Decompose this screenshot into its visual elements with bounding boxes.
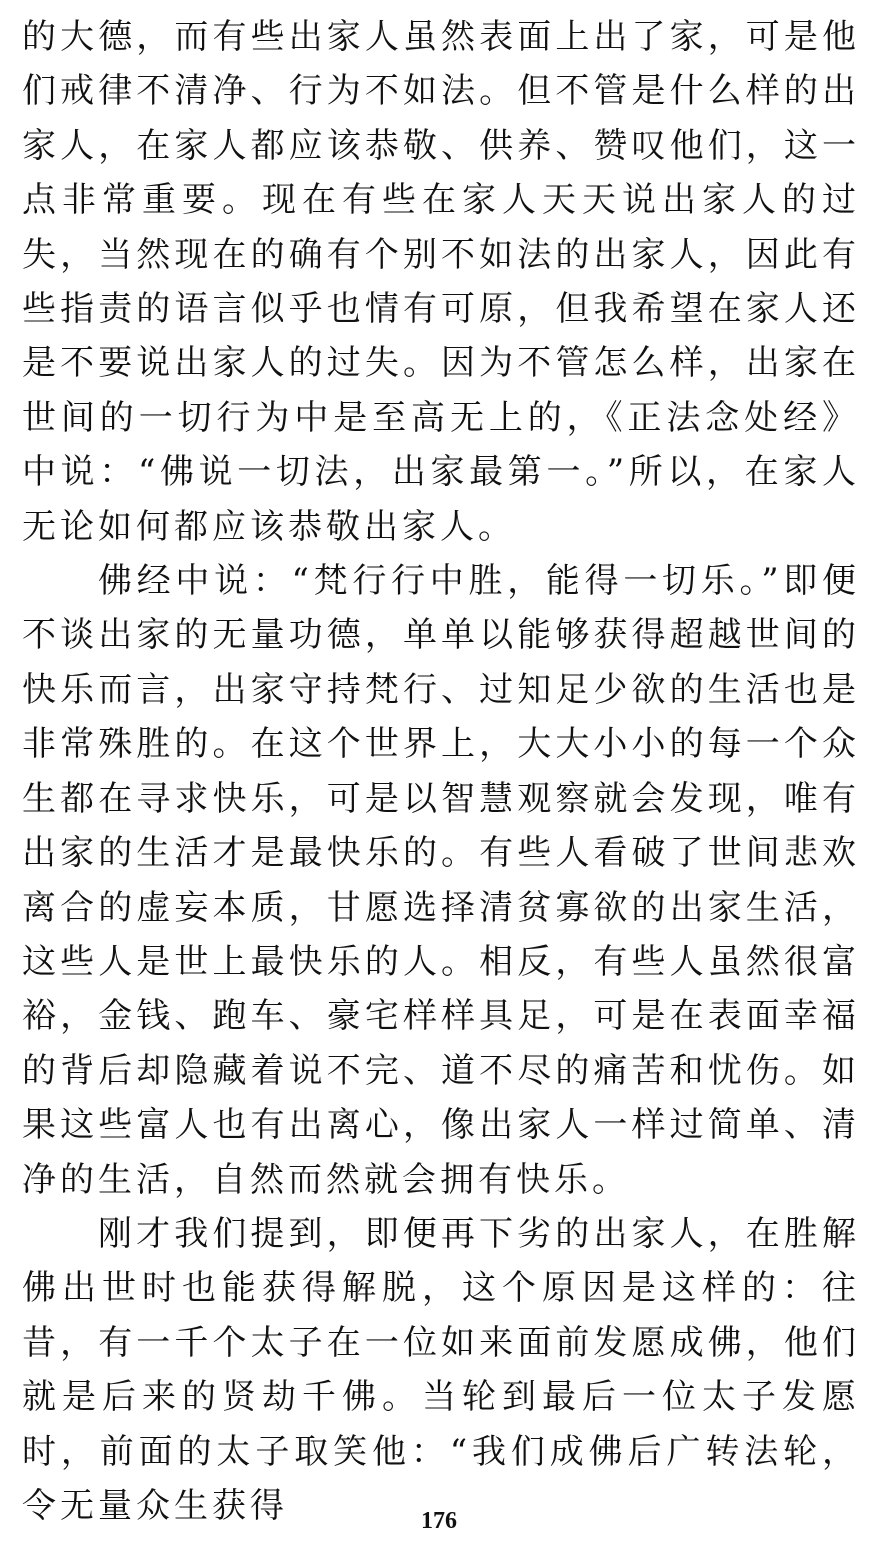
paragraph-1: 的大德，而有些出家人虽然表面上出了家，可是他们戒律不清净、行为不如法。但不管是什么样的出家人，在家人都应该恭敬、供养、赞叹他们，这一点非常重要。现在有些在家人天天说出家人的过失，当然现在的确有个别不如法的出家人，因此有些指责的语言似乎也情有可原，但我希望在家人还是不要说出家人的过失。因为不管怎么样，出家在世间的一切行为中是至高无上的，《正法念处经》中说：“佛说一切法，出家最第一。”所以，在家人无论如何都应该恭敬出家人。 [22,17,860,547]
page-number: 176 [421,1508,457,1534]
document-page [22,10,860,1533]
paragraph-3: 刚才我们提到，即便再下劣的出家人，在胜解佛出世时也能获得解脱，这个原因是这样的：往昔，有一千个太子在一位如来面前发愿成佛，他们就是后来的贤劫千佛。当轮到最后一位太子发愿时，前面的太子取笑他：“我们成佛后广转法轮，令无量众生获得 [22,1213,860,1526]
paragraph-2: 佛经中说：“梵行行中胜，能得一切乐。”即便不谈出家的无量功德，单单以能够获得超越世间的快乐而言，出家守持梵行、过知足少欲的生活也是非常殊胜的。在这个世界上，大大小小的每一个众生都在寻求快乐，可是以智慧观察就会发现，唯有出家的生活才是最快乐的。有些人看破了世间悲欢离合的虚妄本质，甘愿选择清贫寡欲的出家生活，这些人是世上最快乐的人。相反，有些人虽然很富裕，金钱、跑车、豪宅样样具足，可是在表面幸福的背后却隐藏着说不完、道不尽的痛苦和忧伤。如果这些富人也有出离心，像出家人一样过简单、清净的生活，自然而然就会拥有快乐。 [22,561,860,1200]
